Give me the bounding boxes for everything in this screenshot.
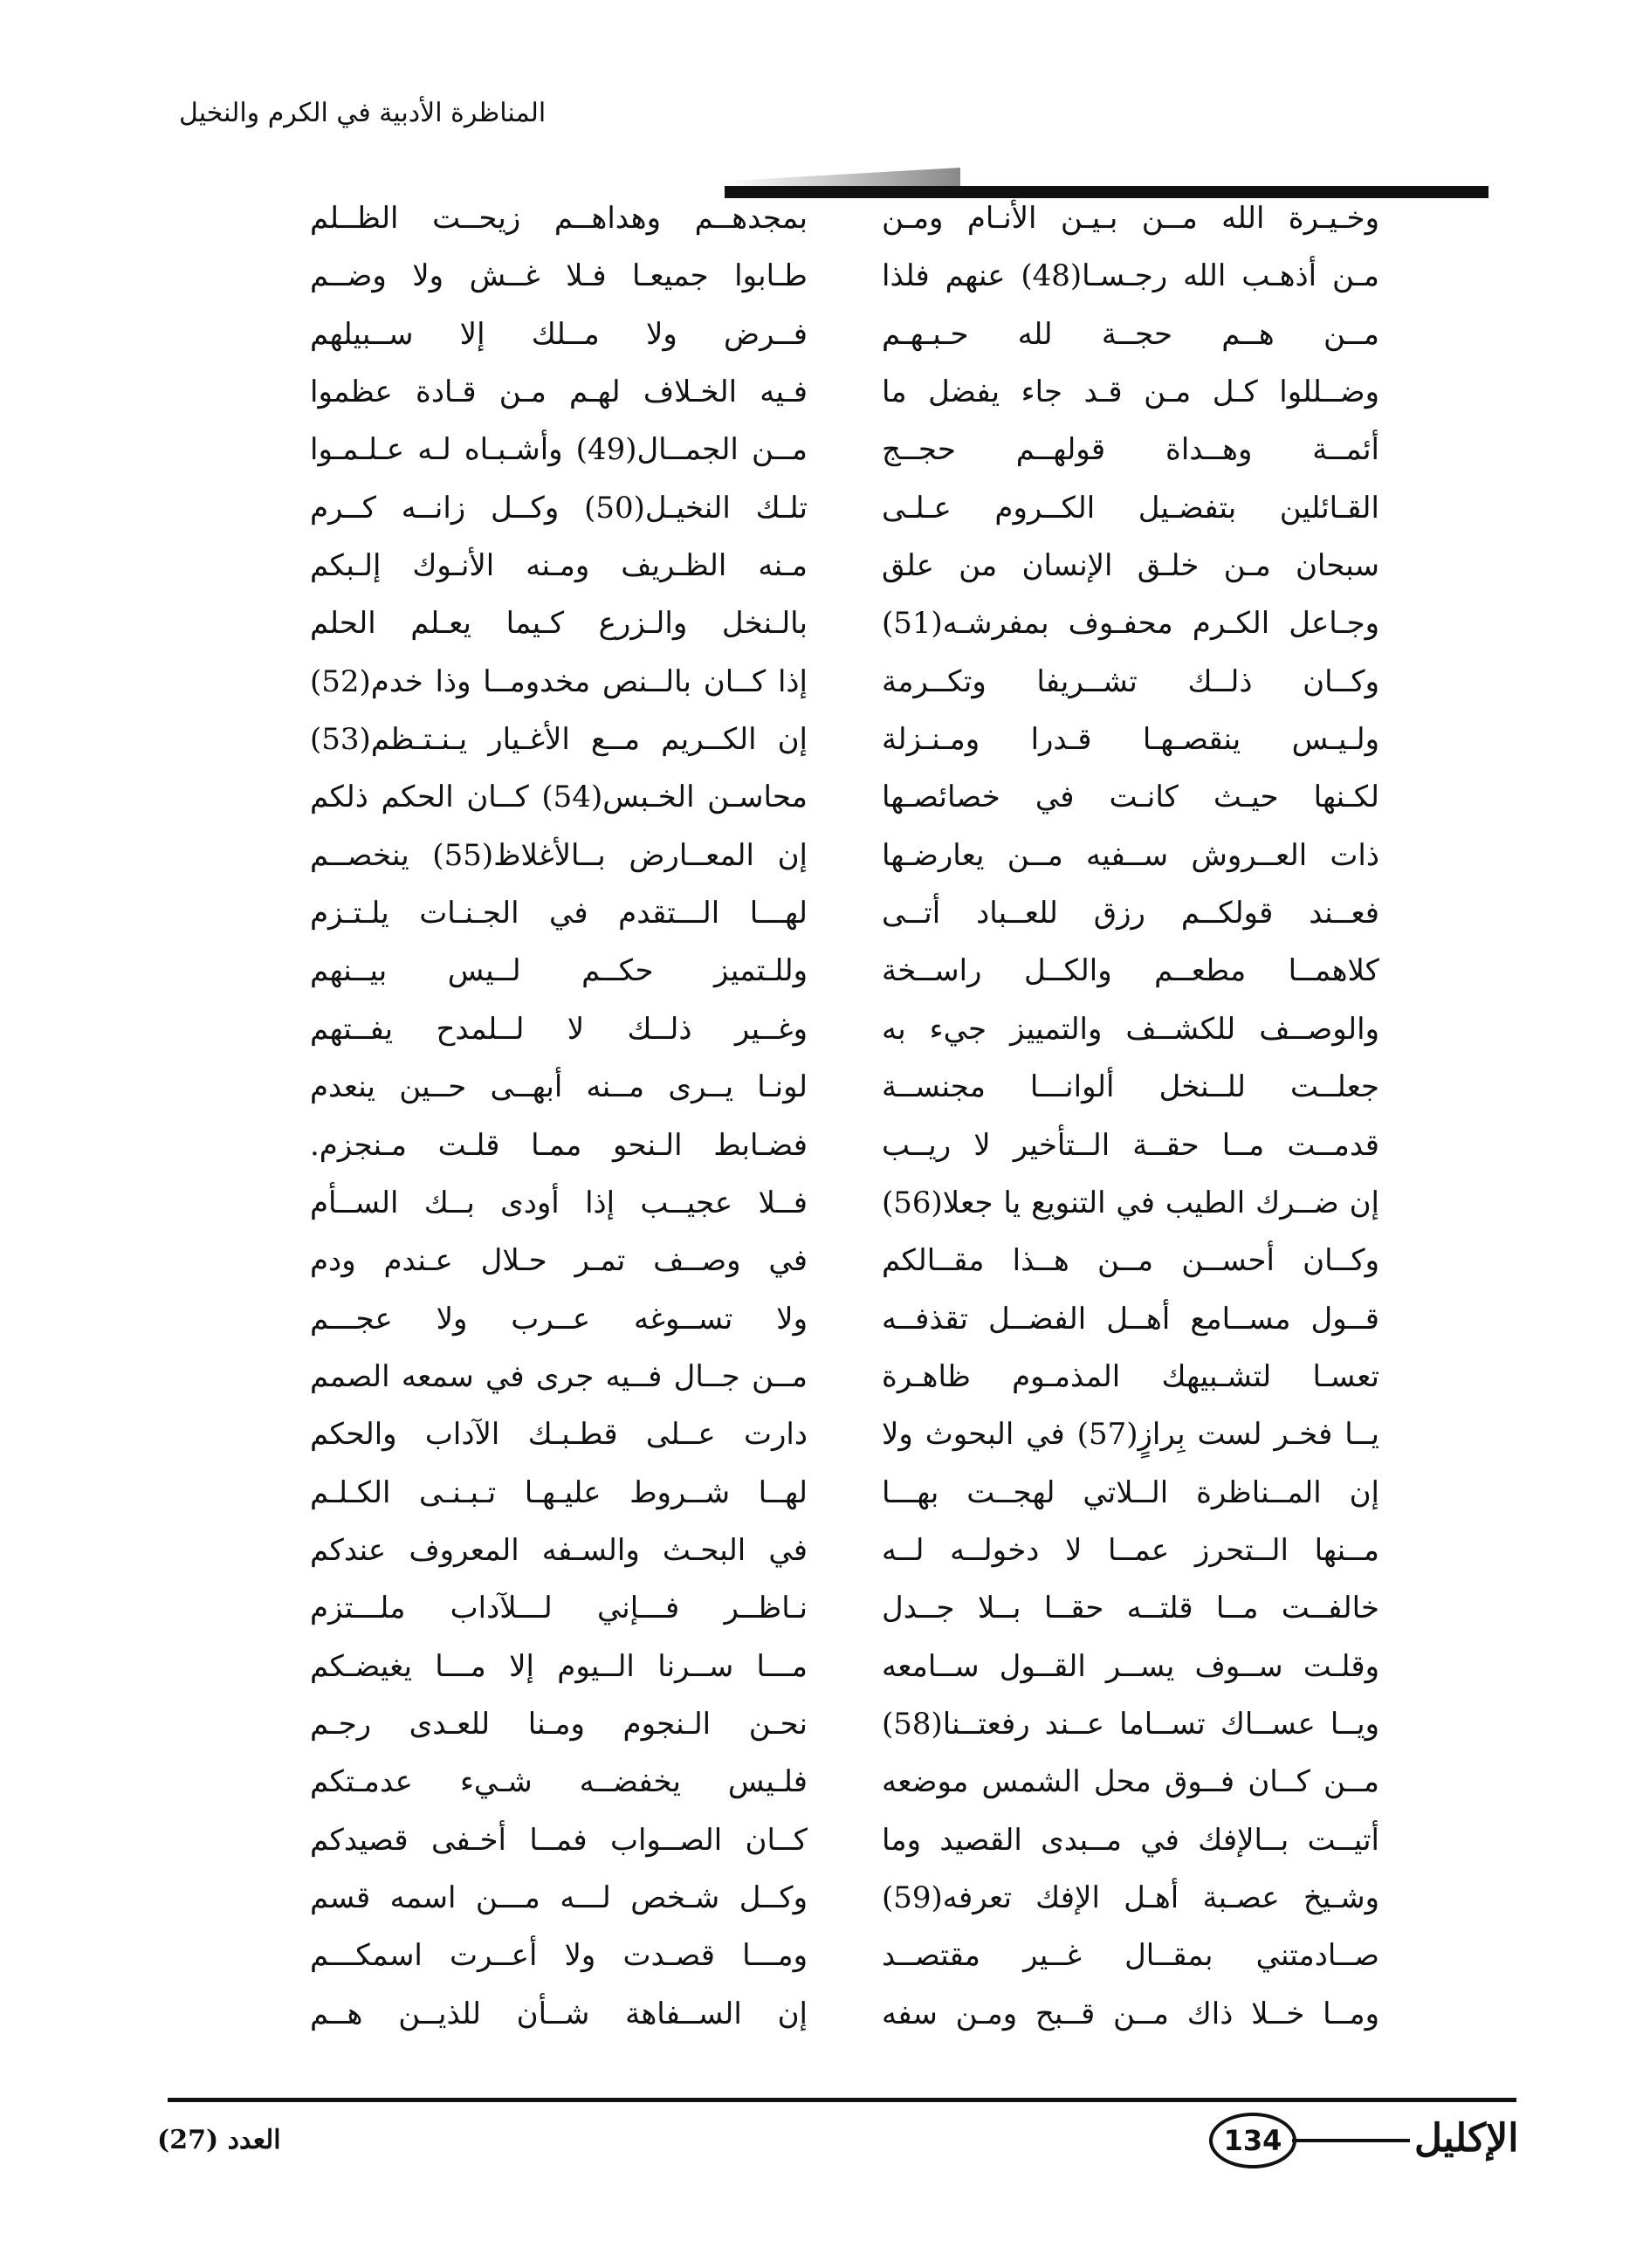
verse-line: مـنه الظـريف ومـنه الأنـوك إلـبكم bbox=[310, 548, 808, 584]
verse-line: محاسـن الخـبس(54) كــان الحكم ذلكم bbox=[310, 780, 808, 815]
verse-line: نحـن الـنجوم ومـنا للعـدى رجـم bbox=[310, 1706, 808, 1742]
verse-line: إن ضــرك الطيب في التنويع يا جعلا(56) bbox=[882, 1185, 1379, 1220]
verse-line: في وصــف تمـر حـلال عـندم ودم bbox=[310, 1243, 808, 1279]
verse-line: ولـيـس ينقصـهـا قـدرا ومـنـزلة bbox=[882, 722, 1379, 758]
footer-line bbox=[1292, 2139, 1410, 2142]
verse-line: لهــا شــروط عليـهـا تـبـنـى الكـلـم bbox=[310, 1474, 808, 1510]
journal-logo: الإكليل bbox=[1414, 2116, 1519, 2161]
verse-line: ومـــا قصـدت ولا أعــرت اسمكـــم bbox=[310, 1938, 808, 1974]
verse-line: بالـنخل والـزرع كـيما يعـلم الحلم bbox=[310, 606, 808, 642]
verse-line: سبحان مـن خلـق الإنسان من علق bbox=[882, 548, 1379, 584]
verse-line: دارت عــلى قطـبـك الآداب والحكم bbox=[310, 1417, 808, 1453]
verse-line: وللـتميز حكــم لــيس بيــنهم bbox=[310, 953, 808, 989]
verse-line: فعــند قولكــم رزق للعــباد أتــى bbox=[882, 896, 1379, 931]
verse-line: طـابوا جميعـا فـلا غــش ولا وضــم bbox=[310, 258, 808, 294]
verse-line: إن المعــارض بــالأغلاظ(55) ينخصــم bbox=[310, 837, 808, 873]
verse-line: وكــل شـخص لـــه مـــن اسمه قسم bbox=[310, 1880, 808, 1915]
verse-line: خالفــت مــا قلتــه حقــا بــلا جــدل bbox=[882, 1591, 1379, 1626]
verse-line: وضــللوا كـل مـن قـد جاء يفضل ما bbox=[882, 375, 1379, 410]
verse-line: وخـيـرة الله مــن بـيـن الأنـام ومـن bbox=[882, 201, 1379, 236]
running-title: المناظرة الأدبية في الكرم والنخيل bbox=[179, 98, 547, 128]
verse-line: مــن جــال فــيه جرى في سمعه الصمم bbox=[310, 1358, 808, 1394]
verse-line: وغــير ذلــك لا لــلمدح يفــتهم bbox=[310, 1011, 808, 1047]
header-rule-ornament bbox=[725, 168, 960, 187]
verse-line: نـاظــر فـــإني لـــلآداب ملـــتزم bbox=[310, 1591, 808, 1626]
verse-line: مــنها الــتحرز عمــا لا دخولــه لــه bbox=[882, 1532, 1379, 1568]
verse-line: ومــا خــلا ذاك مــن قــبح ومـن سفه bbox=[882, 1996, 1379, 2031]
verse-line: ذات العــروش ســفيه مــن يعارضـها bbox=[882, 837, 1379, 873]
poem-body bbox=[310, 194, 1379, 2040]
verse-line: مــن هــم حجــة لله حـبـهـم bbox=[882, 316, 1379, 352]
verse-line: والوصــف للكشــف والتمييز جيء به bbox=[882, 1011, 1379, 1047]
page-number: 134 bbox=[1209, 2113, 1296, 2168]
verse-line: إذا كــان بالــنص مخدومــا وذا خدم(52) bbox=[310, 663, 808, 699]
poem-column-left bbox=[310, 194, 808, 2040]
page-footer bbox=[0, 2113, 1650, 2182]
verse-line: إن المــناظرة الــلاتي لهجــت بهـــا bbox=[882, 1474, 1379, 1510]
verse-line: فــرض ولا مــلك إلا ســبيلهم bbox=[310, 316, 808, 352]
verse-line: أئمــة وهــداة قولهــم حجــج bbox=[882, 432, 1379, 468]
verse-line: لهـــا الـــتقدم في الجـنـات يلـتـزم bbox=[310, 896, 808, 931]
verse-line: مــن الجمــال(49) وأشـبـاه لـه عـلـمـوا bbox=[310, 432, 808, 468]
verse-line: في البحـث والسـفه المعروف عندكم bbox=[310, 1532, 808, 1568]
verse-line: مــن كــان فــوق محل الشمس موضعه bbox=[882, 1764, 1379, 1800]
poem-column-right bbox=[882, 194, 1379, 2040]
verse-line: تلـك النخيـل(50) وكــل زانــه كــرم bbox=[310, 490, 808, 526]
verse-line: فــلا عجيــب إذا أودى بــك الســأم bbox=[310, 1185, 808, 1220]
verse-line: كــان الصــواب فمــا أخـفى قصيدكم bbox=[310, 1822, 808, 1858]
verse-line: إن الكــريم مــع الأغـيار يـنـتـظم(53) bbox=[310, 722, 808, 758]
verse-line: لونـا يــرى مــنه أبهــى حــين ينعدم bbox=[310, 1069, 808, 1105]
verse-line: جعلــت للــنخل ألوانـــا مجنســة bbox=[882, 1069, 1379, 1105]
verse-line: مـــا ســرنا الــيوم إلا مـــا يغيضـكم bbox=[310, 1648, 808, 1684]
verse-line: صــادمتني بمقــال غــير مقتصــد bbox=[882, 1938, 1379, 1974]
verse-line: فلـيس يخفضــه شـيء عدمـتكم bbox=[310, 1764, 808, 1800]
verse-line: وكــان أحســن مــن هــذا مقــالكم bbox=[882, 1243, 1379, 1279]
verse-line: وكــان ذلــك تشــريفا وتكــرمة bbox=[882, 663, 1379, 699]
footer-rule bbox=[168, 2098, 1516, 2102]
verse-line: وشـيخ عصـبة أهـل الإفك تعرفه(59) bbox=[882, 1880, 1379, 1915]
verse-line: قدمــت مــا حقــة الــتأخير لا ريــب bbox=[882, 1127, 1379, 1163]
verse-line: وجـاعل الكـرم محفـوف بمفرشـه(51) bbox=[882, 606, 1379, 642]
verse-line: قــول مســامع أهــل الفضــل تقذفــه bbox=[882, 1301, 1379, 1337]
verse-line: يــا فخـر لست بِرازٍ(57) في البحوث ولا bbox=[882, 1417, 1379, 1453]
verse-line: ويــا عســاك تســاما عــند رفعتــنا(58) bbox=[882, 1706, 1379, 1742]
verse-line: فـيه الخـلاف لهـم مـن قـادة عظموا bbox=[310, 375, 808, 410]
verse-line: فضـابط الـنحو ممـا قلـت مـنجزم. bbox=[310, 1127, 808, 1163]
verse-line: وقلـت ســوف يســر القــول ســامعه bbox=[882, 1648, 1379, 1684]
verse-line: لكـنها حيـث كانـت في خصائصـها bbox=[882, 780, 1379, 815]
verse-line: كلاهمــا مطعــم والكــل راســخة bbox=[882, 953, 1379, 989]
verse-line: بمجدهــم وهداهــم زيحــت الظــلم bbox=[310, 201, 808, 236]
verse-line: إن الســفاهة شــأن للذيــن هــم bbox=[310, 1996, 808, 2031]
verse-line: القـائلين بتفضـيل الكــروم عـلـى bbox=[882, 490, 1379, 526]
issue-number: العدد (27) bbox=[157, 2125, 281, 2155]
verse-line: ولا تســوغه عــرب ولا عجـــم bbox=[310, 1301, 808, 1337]
verse-line: أتيــت بــالإفك في مــبدى القصيد وما bbox=[882, 1822, 1379, 1858]
verse-line: مـن أذهـب الله رجـسـا(48) عنهم فلذا bbox=[882, 258, 1379, 294]
verse-line: تعسـا لتشـبيهك المذمـوم ظاهـرة bbox=[882, 1358, 1379, 1394]
